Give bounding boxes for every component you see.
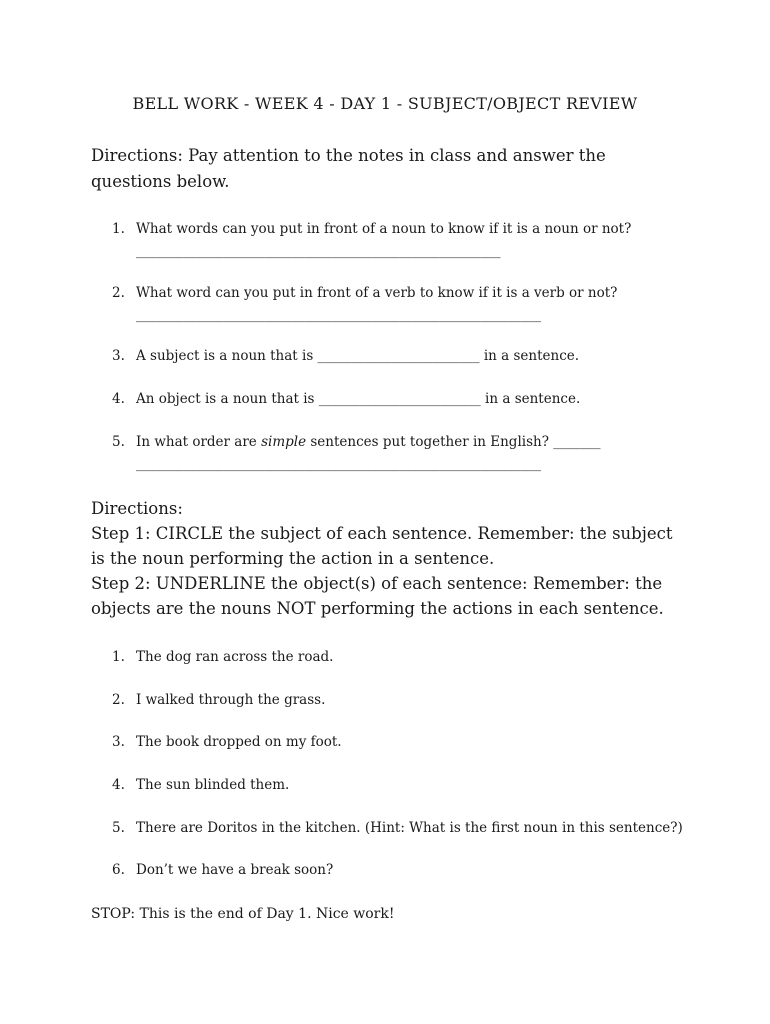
sentence-number: 6. [112, 862, 125, 878]
step-2-instruction: Step 2: UNDERLINE the object(s) of each sentence: Remember: the objects are the nouns NOT performing the actions in each sentence. [91, 574, 664, 618]
question-number: 4. [112, 391, 125, 407]
sentence-number: 4. [112, 777, 125, 793]
sentence-text: There are Doritos in the kitchen. (Hint: What is the first noun in this sentence?) [136, 820, 683, 836]
directions-heading: Directions: [91, 499, 183, 518]
question-4 [112, 388, 672, 410]
sentence-text: The sun blinded them. [136, 777, 290, 793]
question-text: An object is a noun that is ________________________ in a sentence. [136, 391, 581, 407]
question-1 [112, 218, 672, 262]
question-number: 2. [112, 285, 125, 301]
question-number: 5. [112, 434, 125, 450]
answer-blank[interactable]: ____________________________________________________________ [136, 456, 541, 472]
stop-message: STOP: This is the end of Day 1. Nice work! [91, 906, 395, 922]
question-number: 1. [112, 221, 125, 237]
sentence-number: 1. [112, 649, 125, 665]
sentence-6 [112, 859, 692, 881]
sentence-1 [112, 646, 692, 668]
sentence-4 [112, 774, 692, 796]
question-text: What words can you put in front of a noun to know if it is a noun or not? [136, 221, 632, 237]
question-text: A subject is a noun that is ________________________ in a sentence. [136, 348, 580, 364]
sentence-text: I walked through the grass. [136, 692, 326, 708]
sentence-3 [112, 731, 692, 753]
sentence-text: Don’t we have a break soon? [136, 862, 334, 878]
directions-questions: Directions: Pay attention to the notes in class and answer the questions below. [91, 146, 606, 191]
answer-blank[interactable]: ____________________________________________________________ [136, 307, 541, 323]
sentence-5 [112, 817, 692, 839]
sentence-number: 2. [112, 692, 125, 708]
question-number: 3. [112, 348, 125, 364]
question-5 [112, 431, 672, 475]
page-title: BELL WORK - WEEK 4 - DAY 1 - SUBJECT/OBJECT REVIEW [132, 94, 638, 113]
question-3 [112, 345, 672, 367]
sentence-text: The book dropped on my foot. [136, 734, 342, 750]
directions-sentences [91, 496, 691, 621]
sentence-number: 5. [112, 820, 125, 836]
sentence-text: The dog ran across the road. [136, 649, 334, 665]
sentence-2 [112, 689, 692, 711]
answer-blank[interactable]: ______________________________________________________ [136, 243, 501, 259]
question-text: What word can you put in front of a verb to know if it is a verb or not? [136, 285, 618, 301]
step-1-instruction: Step 1: CIRCLE the subject of each sentence. Remember: the subject is the noun performing the action in a sentence. [91, 524, 673, 568]
question-text-start: In what order are [136, 434, 262, 450]
question-text-emphasis: simple [261, 434, 307, 450]
question-text-end: sentences put together in English? _______ [306, 434, 601, 450]
question-2 [112, 282, 672, 326]
sentence-number: 3. [112, 734, 125, 750]
